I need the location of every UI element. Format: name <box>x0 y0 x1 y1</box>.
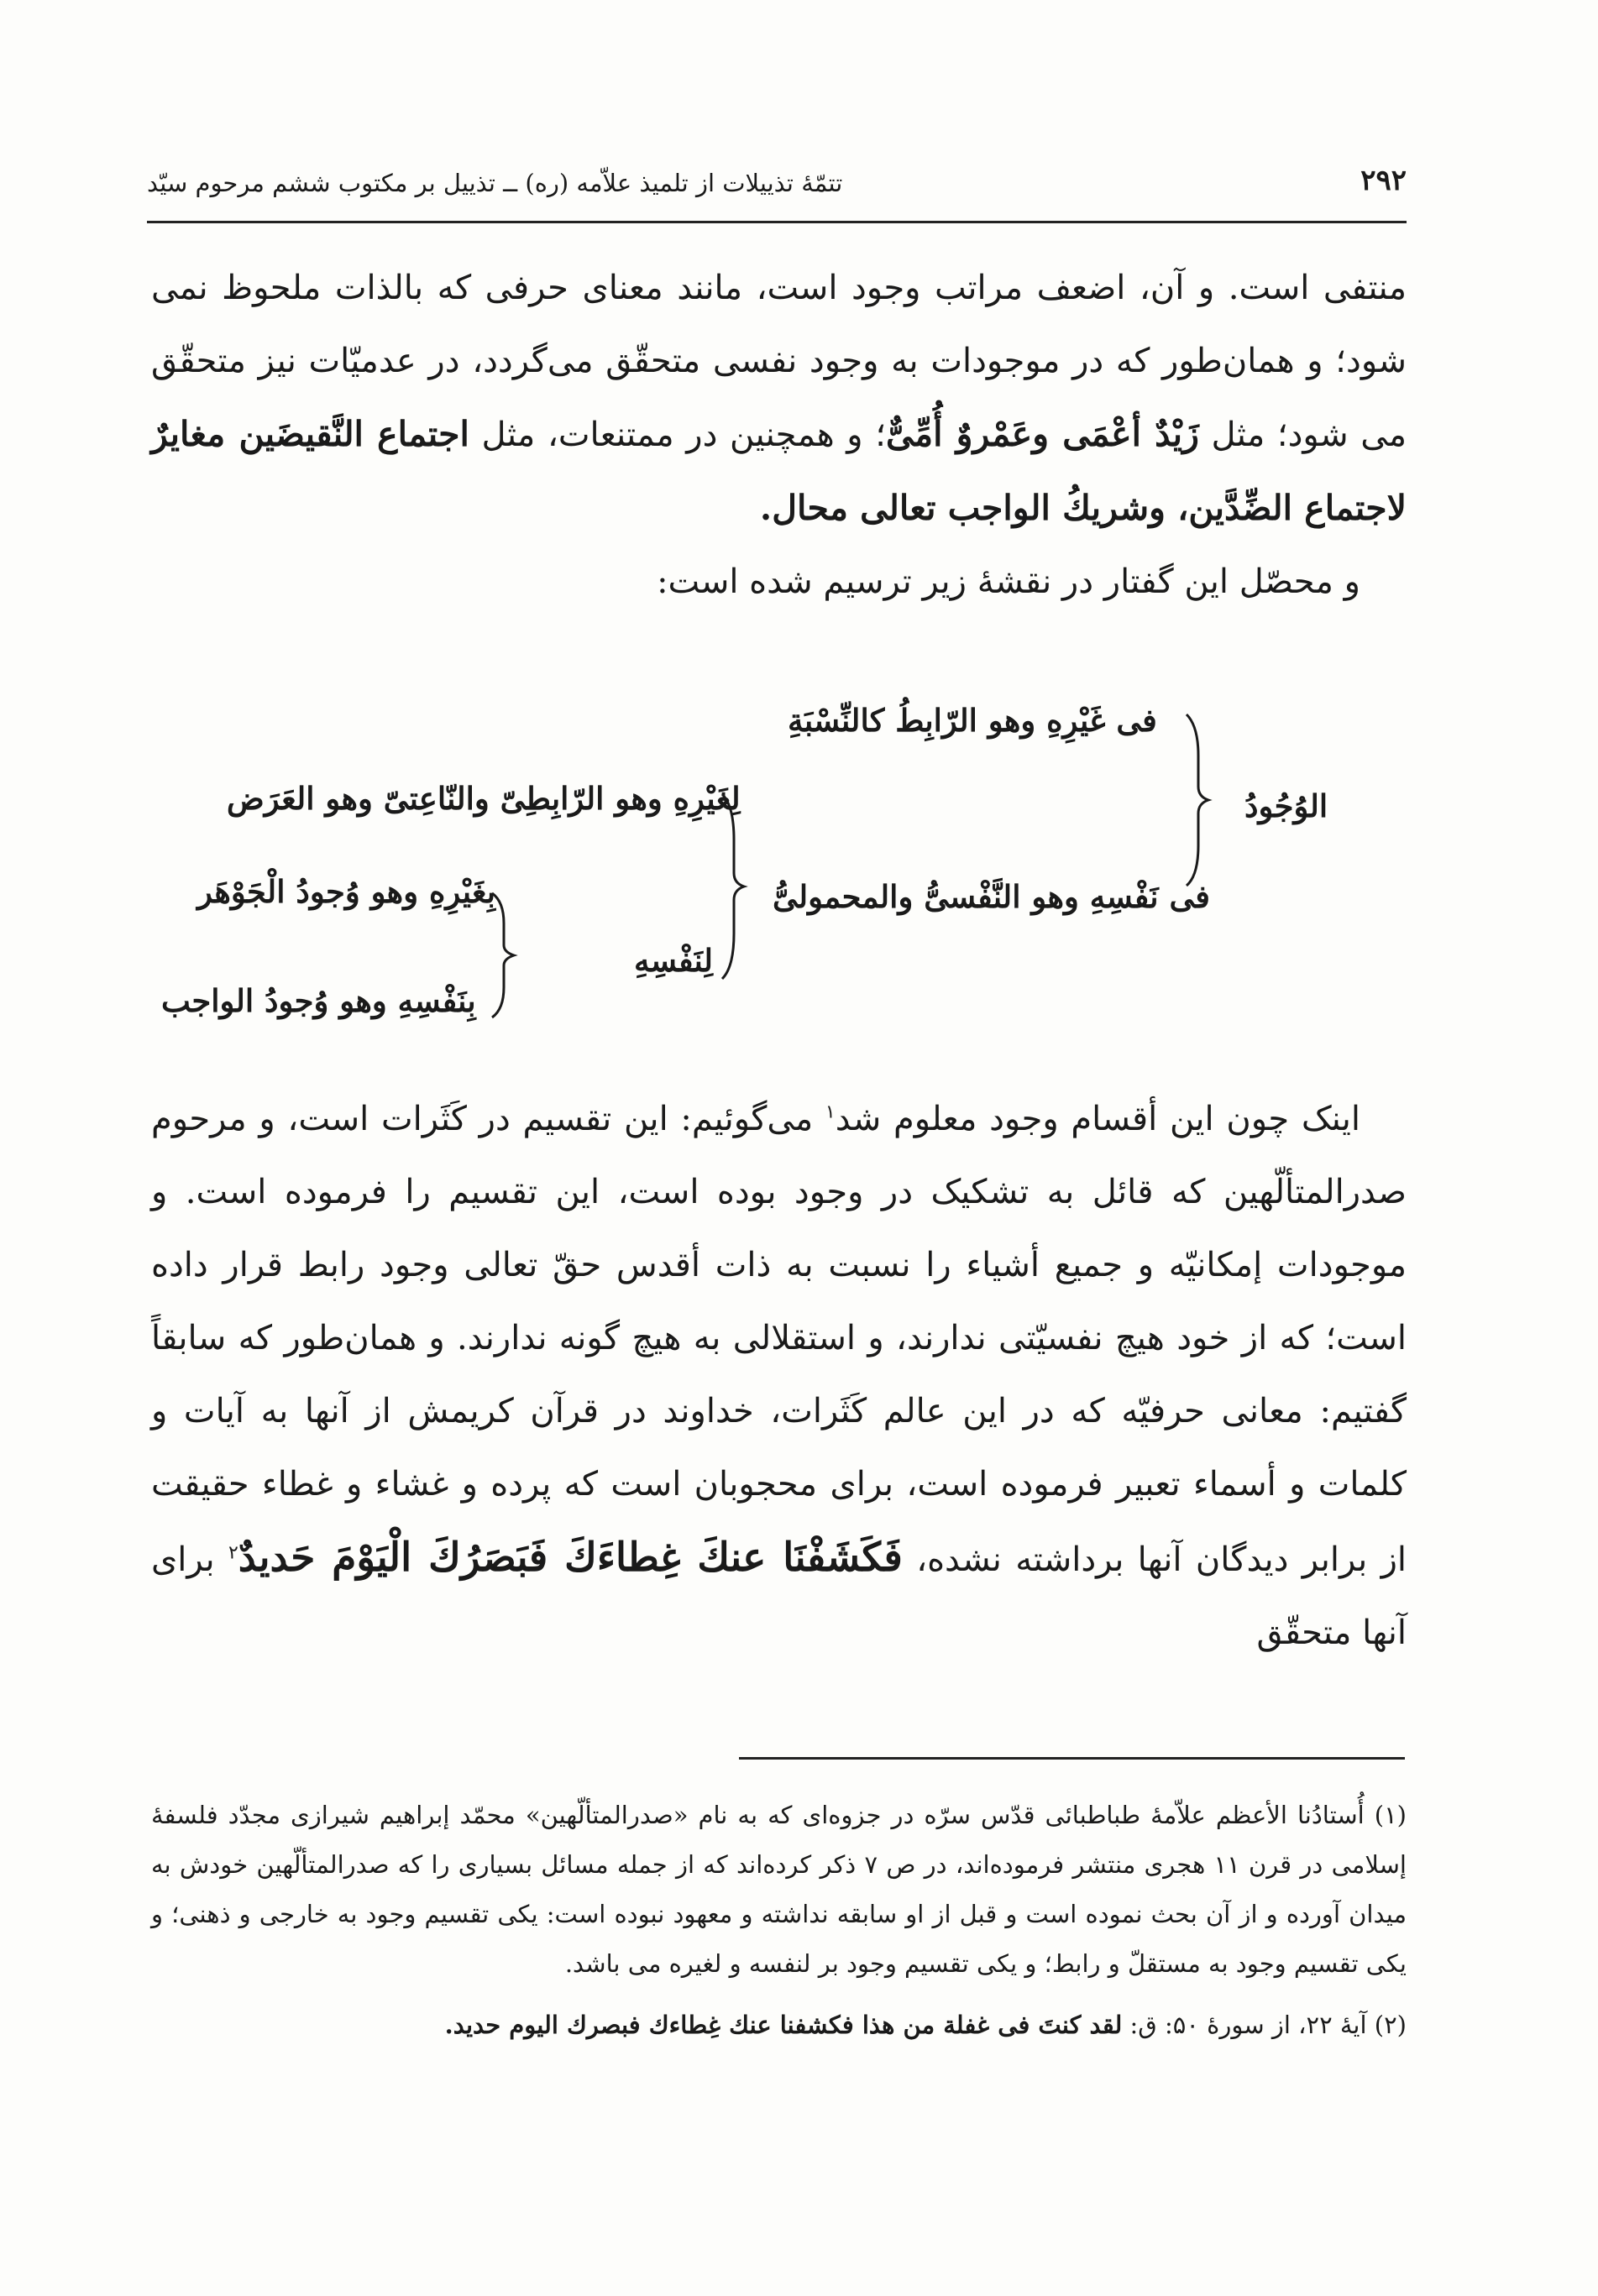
diagram-intro: و محصّل این گفتار در نقشهٔ زیر ترسیم شده است: <box>657 562 1360 601</box>
classification-diagram <box>0 0 1598 1075</box>
arabic-example: زَیْدٌ أعْمَی وعَمْروٌ أُمِّیٌّ <box>885 414 1199 454</box>
footnote-2 <box>151 2001 1407 2050</box>
diagram-li-ghayrihi: لِغَیْرِهِ وهو الرّابِطِیّ والنّاعِتیّ وهو العَرَض <box>227 780 741 817</box>
brace-fi-nafsihi <box>715 789 749 984</box>
footnote-2-quote: لقد كنتَ فی غفلة من هذا فكشفنا عنك غِطاءك فبصرك الیوم حدید. <box>444 2011 1123 2039</box>
footnote-2-ref: (۲) آیهٔ ۲۲، از سورهٔ ۵۰: ق: <box>1122 2011 1407 2039</box>
quran-verse: فَكَشَفْنَا عنكَ غِطاءَكَ فَبَصَرُكَ الْیَوْمَ حَدیدٌ <box>238 1535 903 1581</box>
running-head: تتمّهٔ تذییلات از تلمیذ علاّمه (ره) ــ تذییل بر مکتوب ششم مرحوم سیّد <box>147 169 843 197</box>
paragraph-2-text-3: برای آنها متحقّق <box>151 1540 1407 1652</box>
diagram-bi-nafsihi: بِنَفْسِهِ وهو وُجودُ الواجب <box>161 982 476 1019</box>
paragraph-2-text: اینک چون این أقسام وجود معلوم شد <box>835 1100 1361 1138</box>
paragraph-1-text-2: ؛ و همچنین در ممتنعات، مثل <box>469 416 886 454</box>
diagram-fi-nafsihi: فی نَفْسِهِ وهو النَّفْسیُّ والمحمولیُّ <box>773 878 1210 915</box>
page-number: ۲۹۲ <box>1360 164 1407 197</box>
footnote-ref-1[interactable]: ۱ <box>825 1101 836 1123</box>
arabic-example-2: اجتماع النَّقیضَین مغایرٌ لاجتماع الضِّدَّین، وشریكُ الواجب تعالی محال. <box>151 414 1407 528</box>
paragraph-1-text: منتفی است. و آن، اضعف مراتب وجود است، مانند معنای حرفی که بالذات ملحوظ نمی شود؛ و همان‌طور که در موجودات به وجود نفسی متحقّق می‌گردد، در عدمیّات نیز متحقّق می شود؛ مثل <box>151 269 1407 454</box>
footnote-rule <box>739 1757 1405 1760</box>
footnote-1: (۱) أُستادُنا الأعظم علاّمهٔ طباطبائی قدّس سرّه در جزوه‌ای که به نام «صدرالمتألّهین» محمّد إبراهیم شیرازی مجدّد فلسفهٔ إسلامی در قرن ۱۱ هجری منتشر فرموده‌اند، در ص ۷ ذکر کرده‌اند که از جمله مسائل بسیاری را که صدرالمتألّهین خودش به میدان آورده و از آن بحث نموده است و قبل از او سابقه نداشته و معهود نبوده است: یکی تقسیم وجود به خارجی و ذهنی؛ و یکی تقسیم وجود به مستقلّ و رابط؛ و یکی تقسیم وجود بر لنفسه و لغیره می باشد. <box>151 1801 1407 1978</box>
diagram-bi-ghayrihi: بِغَیْرِهِ وهو وُجودُ الْجَوْهَر <box>197 873 496 910</box>
paragraph-2 <box>151 1083 1407 1670</box>
footnote-ref-2[interactable]: ۲ <box>228 1542 238 1564</box>
footnotes <box>151 1791 1407 2050</box>
paragraph-2-text-2: می‌گوئیم: این تقسیم در كَثَرات است، و مرحوم صدرالمتألّهین که قائل به تشکیک در وجود بوده است، این تقسیم را فرموده است. و موجودات إمکانیّه و جمیع أشیاء را نسبت به ذات أقدس حقّ تعالی وجود رابط قرار داده است؛ که از خود هیچ نفسیّتی ندارند، و استقلالی به هیچ گونه ندارند. و همان‌طور که سابقاً گفتیم: معانی حرفیّه که در این عالم كَثَرات، خداوند در قرآن کریمش از آنها به آیات و کلمات و أسماء تعبیر فرموده است، برای محجوبان است که پرده و غشاء و غطاء حقیقت از برابر دیدگان آنها برداشته نشده، <box>151 1100 1407 1579</box>
diagram-root: الوُجُودُ <box>1244 787 1328 824</box>
brace-root <box>1180 709 1213 890</box>
diagram-li-nafsihi: لِنَفْسِهِ <box>634 942 713 979</box>
diagram-fi-ghayrihi: فی غَیْرِهِ وهو الرّابِطُ كالنِّسْبَةِ <box>788 702 1157 739</box>
